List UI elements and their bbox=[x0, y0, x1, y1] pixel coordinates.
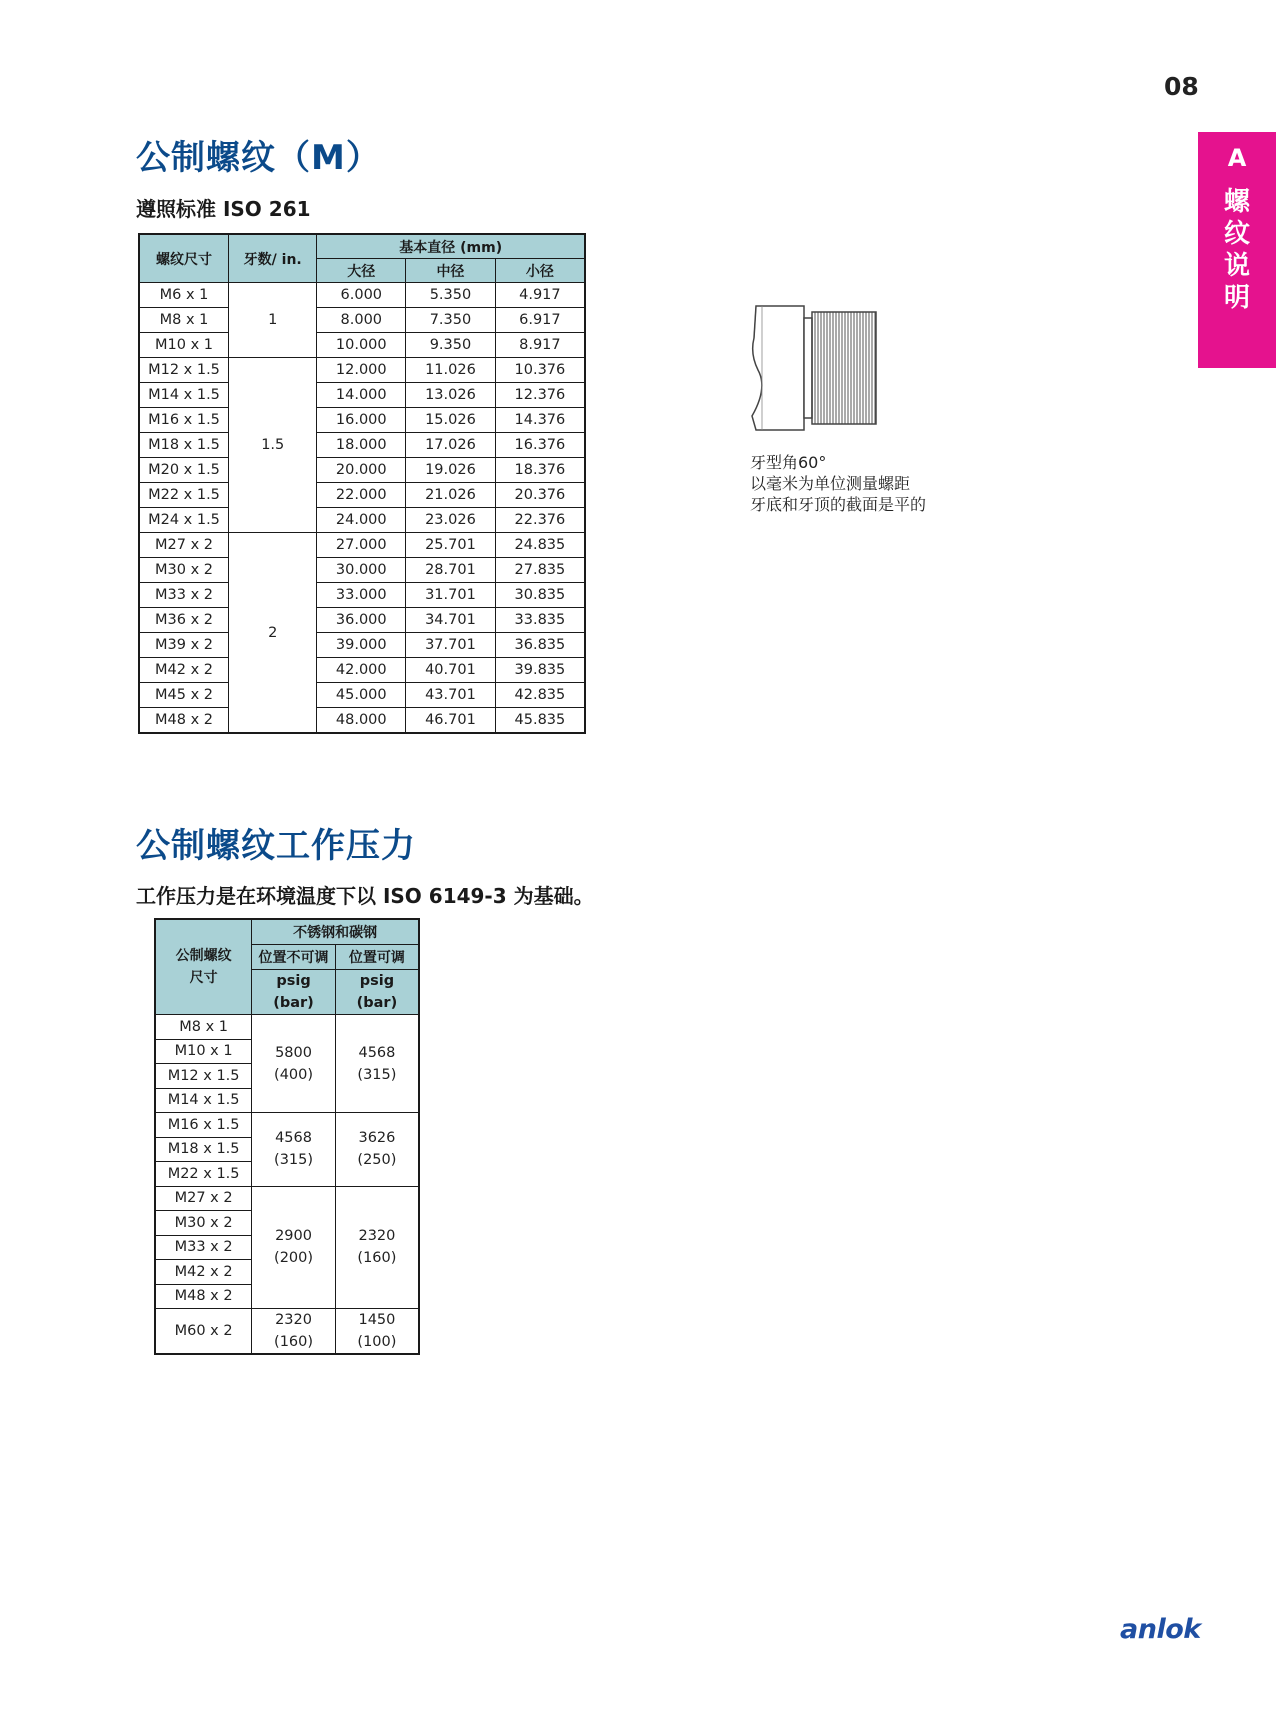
pitch-diameter-cell: 11.026 bbox=[406, 358, 496, 383]
pitch-diameter-cell: 5.350 bbox=[406, 283, 496, 308]
thread-size-cell: M18 x 1.5 bbox=[139, 433, 229, 458]
thread-size-cell: M33 x 2 bbox=[139, 583, 229, 608]
header-pitch-diameter: 中径 bbox=[406, 259, 496, 283]
minor-diameter-cell: 39.835 bbox=[495, 658, 585, 683]
major-diameter-cell: 20.000 bbox=[317, 458, 406, 483]
threads-per-inch-cell: 1.5 bbox=[229, 358, 317, 533]
pitch-diameter-cell: 17.026 bbox=[406, 433, 496, 458]
pressure-psig: 2320 bbox=[275, 1312, 312, 1328]
minor-diameter-cell: 4.917 bbox=[495, 283, 585, 308]
table-row bbox=[139, 408, 585, 433]
thread-size-cell: M14 x 1.5 bbox=[139, 383, 229, 408]
minor-diameter-cell: 8.917 bbox=[495, 333, 585, 358]
table-row bbox=[139, 633, 585, 658]
thread-plug-drawing bbox=[748, 298, 888, 438]
minor-diameter-cell: 16.376 bbox=[495, 433, 585, 458]
thread-size-cell: M39 x 2 bbox=[139, 633, 229, 658]
header-units-adjustable bbox=[335, 970, 419, 1015]
major-diameter-cell: 8.000 bbox=[317, 308, 406, 333]
header-non-adjustable: 位置不可调 bbox=[252, 945, 336, 970]
thread-size-cell: M22 x 1.5 bbox=[155, 1162, 252, 1187]
header-thread-size: 公制螺纹尺寸 bbox=[155, 919, 252, 1015]
header-thread-size: 螺纹尺寸 bbox=[139, 234, 229, 283]
minor-diameter-cell: 6.917 bbox=[495, 308, 585, 333]
table-row bbox=[139, 333, 585, 358]
major-diameter-cell: 12.000 bbox=[317, 358, 406, 383]
minor-diameter-cell: 20.376 bbox=[495, 483, 585, 508]
table-row bbox=[139, 308, 585, 333]
pitch-diameter-cell: 21.026 bbox=[406, 483, 496, 508]
thread-size-cell: M42 x 2 bbox=[155, 1260, 252, 1285]
pressure-psig: 3626 bbox=[358, 1130, 396, 1147]
table-row bbox=[139, 458, 585, 483]
thread-size-cell: M24 x 1.5 bbox=[139, 508, 229, 533]
adjustable-pressure-cell bbox=[335, 1309, 419, 1355]
minor-diameter-cell: 30.835 bbox=[495, 583, 585, 608]
table-row bbox=[139, 658, 585, 683]
major-diameter-cell: 36.000 bbox=[317, 608, 406, 633]
thread-size-cell: M14 x 1.5 bbox=[155, 1088, 252, 1113]
table-row bbox=[139, 608, 585, 633]
brand-logo: anlok bbox=[1120, 1614, 1201, 1645]
pitch-diameter-cell: 34.701 bbox=[406, 608, 496, 633]
thread-size-cell: M48 x 2 bbox=[155, 1284, 252, 1309]
pressure-bar: (160) bbox=[274, 1334, 314, 1350]
pitch-diameter-cell: 19.026 bbox=[406, 458, 496, 483]
pitch-diameter-cell: 40.701 bbox=[406, 658, 496, 683]
thread-size-cell: M48 x 2 bbox=[139, 708, 229, 734]
minor-diameter-cell: 14.376 bbox=[495, 408, 585, 433]
section-tab-char: 螺 bbox=[1223, 187, 1250, 217]
working-pressure-note: 工作压力是在环境温度下以 ISO 6149-3 为基础。 bbox=[136, 884, 594, 908]
thread-figure-caption bbox=[750, 452, 926, 515]
table-row bbox=[155, 1015, 419, 1040]
metric-thread-table bbox=[138, 233, 586, 734]
pitch-diameter-cell: 25.701 bbox=[406, 533, 496, 558]
major-diameter-cell: 27.000 bbox=[317, 533, 406, 558]
threads-per-inch-cell: 1 bbox=[229, 283, 317, 358]
pressure-psig: 2320 bbox=[358, 1228, 396, 1245]
pitch-diameter-cell: 13.026 bbox=[406, 383, 496, 408]
major-diameter-cell: 18.000 bbox=[317, 433, 406, 458]
thread-size-cell: M27 x 2 bbox=[155, 1186, 252, 1211]
thread-size-cell: M45 x 2 bbox=[139, 683, 229, 708]
pressure-bar: (160) bbox=[357, 1250, 397, 1267]
thread-size-cell: M6 x 1 bbox=[139, 283, 229, 308]
working-pressure-title: 公制螺纹工作压力 bbox=[136, 826, 416, 866]
pitch-diameter-cell: 7.350 bbox=[406, 308, 496, 333]
minor-diameter-cell: 27.835 bbox=[495, 558, 585, 583]
major-diameter-cell: 33.000 bbox=[317, 583, 406, 608]
header-adjustable: 位置可调 bbox=[335, 945, 419, 970]
caption-line: 牙底和牙顶的截面是平的 bbox=[750, 495, 927, 514]
pressure-psig: 4568 bbox=[358, 1044, 396, 1061]
thread-size-cell: M30 x 2 bbox=[139, 558, 229, 583]
thread-size-cell: M20 x 1.5 bbox=[139, 458, 229, 483]
pitch-diameter-cell: 23.026 bbox=[406, 508, 496, 533]
pitch-diameter-cell: 31.701 bbox=[406, 583, 496, 608]
major-diameter-cell: 30.000 bbox=[317, 558, 406, 583]
pitch-diameter-cell: 15.026 bbox=[406, 408, 496, 433]
pressure-psig: 5800 bbox=[275, 1044, 312, 1061]
unit-psig: psig bbox=[276, 973, 311, 989]
thread-size-cell: M16 x 1.5 bbox=[139, 408, 229, 433]
header-minor-diameter: 小径 bbox=[495, 259, 585, 283]
pressure-bar: (250) bbox=[357, 1152, 397, 1169]
major-diameter-cell: 22.000 bbox=[317, 483, 406, 508]
caption-line: 牙型角60° bbox=[750, 453, 827, 472]
pitch-diameter-cell: 43.701 bbox=[406, 683, 496, 708]
pressure-psig: 1450 bbox=[358, 1312, 396, 1328]
table-row bbox=[155, 1309, 419, 1355]
thread-size-cell: M22 x 1.5 bbox=[139, 483, 229, 508]
unit-bar: (bar) bbox=[356, 995, 398, 1011]
header-major-diameter: 大径 bbox=[317, 259, 406, 283]
minor-diameter-cell: 45.835 bbox=[495, 708, 585, 734]
pressure-bar: (200) bbox=[274, 1250, 314, 1267]
threads-per-inch-cell: 2 bbox=[229, 533, 317, 734]
thread-size-cell: M8 x 1 bbox=[139, 308, 229, 333]
section-tab bbox=[1198, 132, 1276, 368]
major-diameter-cell: 14.000 bbox=[317, 383, 406, 408]
major-diameter-cell: 16.000 bbox=[317, 408, 406, 433]
minor-diameter-cell: 33.835 bbox=[495, 608, 585, 633]
major-diameter-cell: 10.000 bbox=[317, 333, 406, 358]
thread-size-cell: M33 x 2 bbox=[155, 1235, 252, 1260]
thread-size-cell: M10 x 1 bbox=[139, 333, 229, 358]
table-row bbox=[155, 1186, 419, 1211]
thread-size-cell: M30 x 2 bbox=[155, 1211, 252, 1236]
table-row bbox=[155, 1113, 419, 1138]
working-pressure-table bbox=[154, 918, 420, 1355]
header-units-non-adjustable bbox=[252, 970, 336, 1015]
minor-diameter-cell: 10.376 bbox=[495, 358, 585, 383]
minor-diameter-cell: 42.835 bbox=[495, 683, 585, 708]
non-adjustable-pressure-cell bbox=[252, 1309, 336, 1355]
table-row bbox=[139, 383, 585, 408]
pressure-psig: 4568 bbox=[275, 1130, 312, 1147]
thread-size-cell: M42 x 2 bbox=[139, 658, 229, 683]
major-diameter-cell: 45.000 bbox=[317, 683, 406, 708]
table-row bbox=[139, 358, 585, 383]
section-tab-char: 明 bbox=[1223, 283, 1250, 313]
pressure-bar: (315) bbox=[357, 1066, 397, 1083]
table-row bbox=[139, 433, 585, 458]
table-row bbox=[139, 483, 585, 508]
adjustable-pressure-cell bbox=[335, 1113, 419, 1187]
pitch-diameter-cell: 28.701 bbox=[406, 558, 496, 583]
section-tab-letter: A bbox=[1227, 144, 1247, 172]
pitch-diameter-cell: 37.701 bbox=[406, 633, 496, 658]
non-adjustable-pressure-cell bbox=[252, 1113, 336, 1187]
thread-size-cell: M36 x 2 bbox=[139, 608, 229, 633]
non-adjustable-pressure-cell bbox=[252, 1186, 336, 1309]
table-row bbox=[139, 508, 585, 533]
thread-size-cell: M10 x 1 bbox=[155, 1039, 252, 1064]
table-row bbox=[139, 533, 585, 558]
metric-thread-standard: 遵照标准 ISO 261 bbox=[136, 197, 311, 221]
pressure-psig: 2900 bbox=[275, 1228, 312, 1245]
thread-size-cell: M12 x 1.5 bbox=[155, 1064, 252, 1089]
minor-diameter-cell: 12.376 bbox=[495, 383, 585, 408]
table-row bbox=[139, 708, 585, 734]
header-material: 不锈钢和碳钢 bbox=[252, 919, 419, 945]
pitch-diameter-cell: 9.350 bbox=[406, 333, 496, 358]
page-number: 08 bbox=[1164, 72, 1199, 101]
table-row bbox=[139, 583, 585, 608]
pitch-diameter-cell: 46.701 bbox=[406, 708, 496, 734]
major-diameter-cell: 42.000 bbox=[317, 658, 406, 683]
minor-diameter-cell: 36.835 bbox=[495, 633, 585, 658]
minor-diameter-cell: 22.376 bbox=[495, 508, 585, 533]
non-adjustable-pressure-cell bbox=[252, 1015, 336, 1113]
major-diameter-cell: 24.000 bbox=[317, 508, 406, 533]
adjustable-pressure-cell bbox=[335, 1186, 419, 1309]
thread-size-cell: M60 x 2 bbox=[155, 1309, 252, 1355]
adjustable-pressure-cell bbox=[335, 1015, 419, 1113]
table-row bbox=[139, 683, 585, 708]
unit-bar: (bar) bbox=[273, 995, 314, 1011]
major-diameter-cell: 39.000 bbox=[317, 633, 406, 658]
minor-diameter-cell: 24.835 bbox=[495, 533, 585, 558]
thread-size-cell: M16 x 1.5 bbox=[155, 1113, 252, 1138]
thread-size-cell: M27 x 2 bbox=[139, 533, 229, 558]
thread-size-cell: M18 x 1.5 bbox=[155, 1137, 252, 1162]
major-diameter-cell: 48.000 bbox=[317, 708, 406, 734]
thread-size-cell: M12 x 1.5 bbox=[139, 358, 229, 383]
minor-diameter-cell: 18.376 bbox=[495, 458, 585, 483]
pressure-bar: (315) bbox=[274, 1152, 314, 1169]
unit-psig: psig bbox=[359, 973, 395, 989]
header-basic-diameter: 基本直径 (mm) bbox=[317, 234, 585, 259]
major-diameter-cell: 6.000 bbox=[317, 283, 406, 308]
section-tab-title bbox=[1198, 186, 1276, 314]
table-row bbox=[139, 283, 585, 308]
pressure-bar: (400) bbox=[274, 1066, 314, 1083]
caption-line: 以毫米为单位测量螺距 bbox=[750, 474, 911, 493]
section-tab-char: 纹 bbox=[1223, 219, 1250, 249]
pressure-bar: (100) bbox=[357, 1334, 397, 1350]
metric-thread-title: 公制螺纹（M） bbox=[136, 138, 381, 178]
thread-size-cell: M8 x 1 bbox=[155, 1015, 252, 1040]
header-threads-per-inch: 牙数/ in. bbox=[229, 234, 317, 283]
section-tab-char: 说 bbox=[1223, 251, 1250, 281]
table-row bbox=[139, 558, 585, 583]
